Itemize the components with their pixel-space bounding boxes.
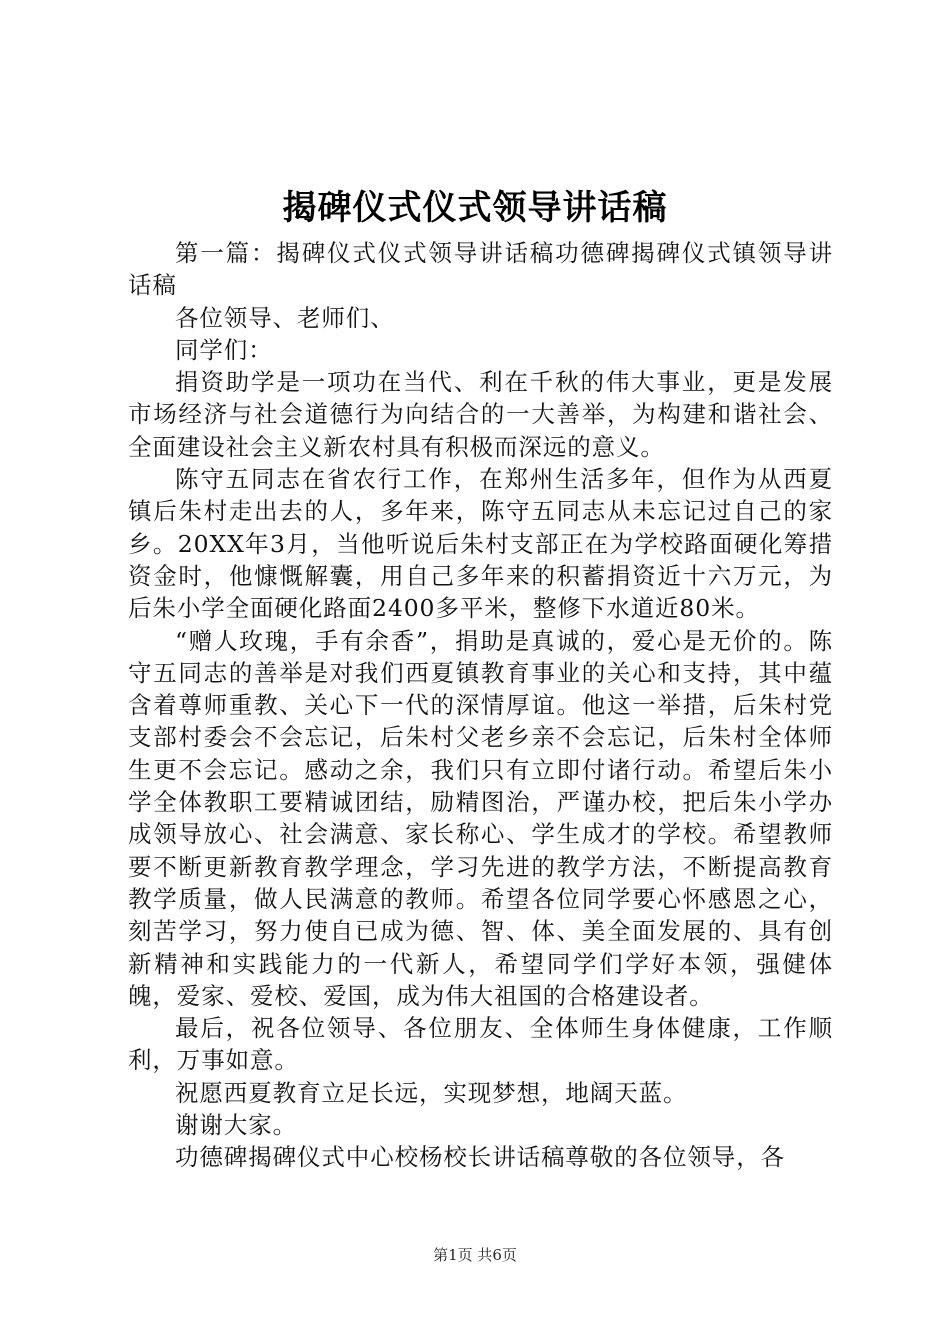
paragraph: 第一篇：揭碑仪式仪式领导讲话稿功德碑揭碑仪式镇领导讲话稿 bbox=[128, 239, 833, 300]
paragraph: “赠人玫瑰，手有余香”，捐助是真诚的，爱心是无价的。陈守五同志的善举是对我们西夏镇教育事业的关心和支持，其中蕴含着尊师重教、关心下一代的深情厚谊。他这一举措，后朱村党支部村委会不会忘记，后朱村父老乡亲不会忘记，后朱村全体师生更不会忘记。感动之余，我们只有立即付诸行动。希望后朱小学全体教职工要精诚团结，励精图治，严谨办校，把后朱小学办成领导放心、社会满意、家长称心、学生成才的学校。希望教师要不断更新教育教学理念，学习先进的教学方法，不断提高教育教学质量，做人民满意的教师。希望各位同学要心怀感恩之心，刻苦学习，努力使自已成为德、智、体、美全面发展的、具有创新精神和实践能力的一代新人，希望同学们学好本领，强健体魄，爱家、爱校、爱国，成为伟大祖国的合格建设者。 bbox=[128, 626, 833, 1010]
paragraph: 捐资助学是一项功在当代、利在千秋的伟大事业，更是发展市场经济与社会道德行为向结合的一大善举，为构建和谐社会、全面建设社会主义新农村具有积极而深远的意义。 bbox=[128, 368, 833, 461]
paragraph: 各位领导、老师们、 bbox=[175, 303, 395, 332]
paragraph: 陈守五同志在省农行工作，在郑州生活多年，但作为从西夏镇后朱村走出去的人，多年来，陈守五同志从未忘记过自己的家乡。20XX年3月，当他听说后朱村支部正在为学校路面硬化筹措资金时，他慷慨解囊，用自己多年来的积蓄捐资近十六万元，为后朱小学全面硬化路面2400多平米，整修下水道近80米。 bbox=[128, 465, 833, 623]
paragraph: 同学们： bbox=[175, 335, 273, 364]
paragraph: 最后，祝各位领导、各位朋友、全体师生身体健康，工作顺利，万事如意。 bbox=[128, 1014, 833, 1075]
document-title: 揭碑仪式仪式领导讲话稿 bbox=[282, 188, 668, 228]
paragraph: 功德碑揭碑仪式中心校杨校长讲话稿尊敬的各位领导，各 bbox=[175, 1143, 785, 1172]
paragraph: 祝愿西夏教育立足长远，实现梦想，地阔天蓝。 bbox=[175, 1078, 688, 1107]
document-body bbox=[128, 237, 833, 1174]
paragraph: 谢谢大家。 bbox=[175, 1111, 297, 1140]
page-number-footer: 第1页 共6页 bbox=[433, 1246, 517, 1264]
